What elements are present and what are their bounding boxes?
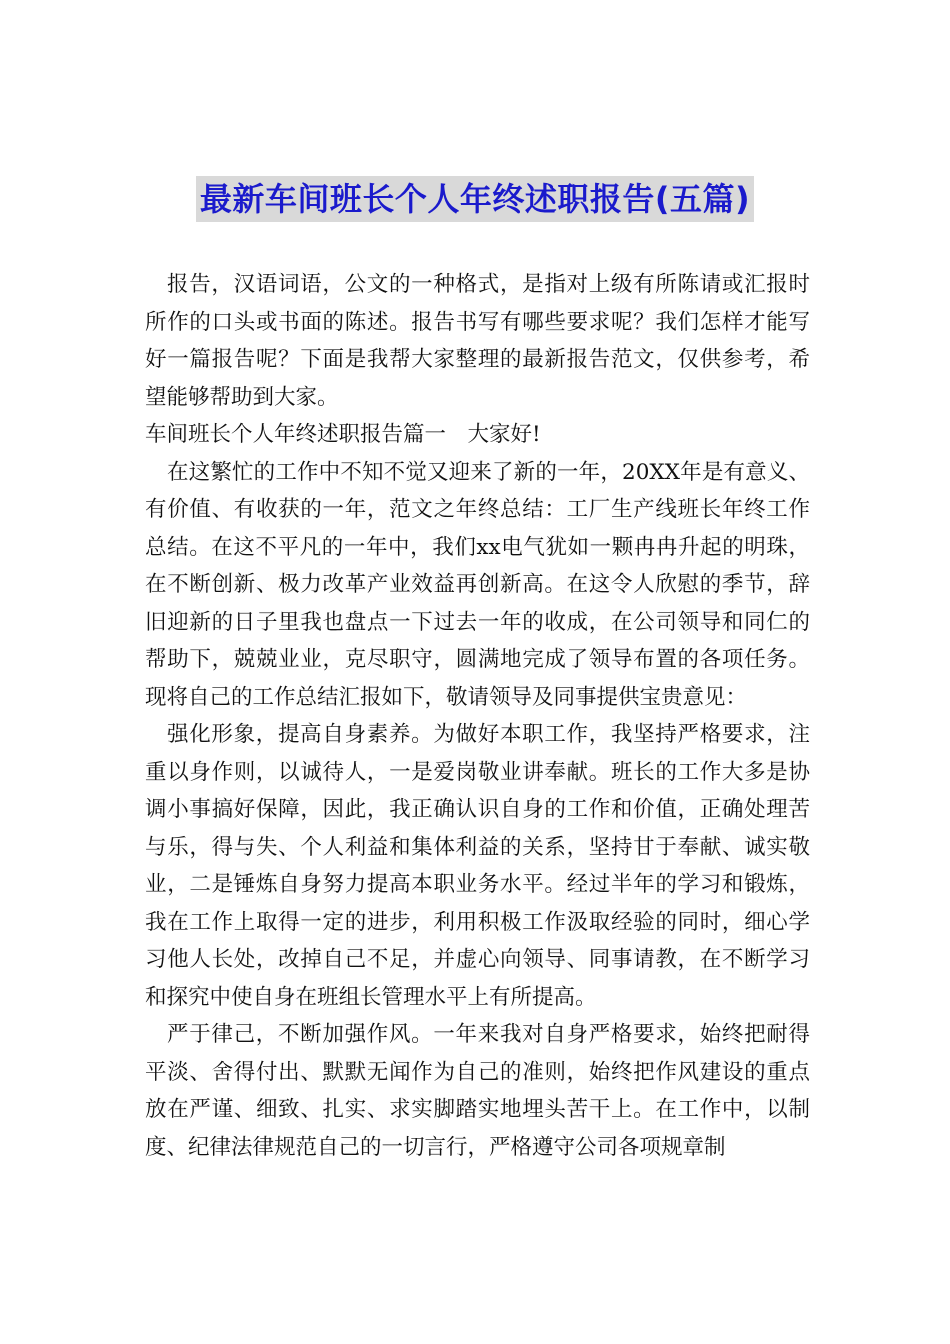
intro-paragraph: 报告，汉语词语，公文的一种格式，是指对上级有所陈请或汇报时所作的口头或书面的陈述。报告书写有哪些要求呢？我们怎样才能写好一篇报告呢？下面是我帮大家整理的最新报告范文，仅供参考，希望能够帮助到大家。 xyxy=(145,272,810,410)
body-paragraph: 强化形象，提高自身素养。为做好本职工作，我坚持严格要求，注重以身作则，以诚待人，一是爱岗敬业讲奉献。班长的工作大多是协调小事搞好保障，因此，我正确认识自身的工作和价值，正确处理苦与乐，得与失、个人利益和集体利益的关系，坚持甘于奉献、诚实敬业，二是锤炼自身努力提高本职业务水平。经过半年的学习和锻炼，我在工作上取得一定的进步，利用积极工作汲取经验的同时，细心学习他人长处，改掉自己不足，并虚心向领导、同事请教，在不断学习和探究中使自身在班组长管理水平上有所提高。 xyxy=(145,722,810,1010)
body-paragraph: 在这繁忙的工作中不知不觉又迎来了新的一年，20XX年是有意义、有价值、有收获的一年，范文之年终总结：工厂生产线班长年终工作总结。在这不平凡的一年中，我们xx电气犹如一颗冉冉升起的明珠，在不断创新、极力改革产业效益再创新高。在这令人欣慰的季节，辞旧迎新的日子里我也盘点一下过去一年的收成，在公司领导和同仁的帮助下，兢兢业业，克尽职守，圆满地完成了领导布置的各项任务。现将自己的工作总结汇报如下，敬请领导及同事提供宝贵意见： xyxy=(145,459,810,710)
document-title: 最新车间班长个人年终述职报告(五篇) xyxy=(196,176,754,222)
title-area xyxy=(0,176,950,222)
document-body xyxy=(145,266,810,1166)
section-heading: 车间班长个人年终述职报告篇一 大家好! xyxy=(145,422,541,447)
body-paragraph: 严于律己，不断加强作风。一年来我对自身严格要求，始终把耐得平淡、舍得付出、默默无闻作为自己的准则，始终把作风建设的重点放在严谨、细致、扎实、求实脚踏实地埋头苦干上。在工作中，以制度、纪律法律规范自己的一切言行，严格遵守公司各项规章制 xyxy=(145,1022,810,1160)
